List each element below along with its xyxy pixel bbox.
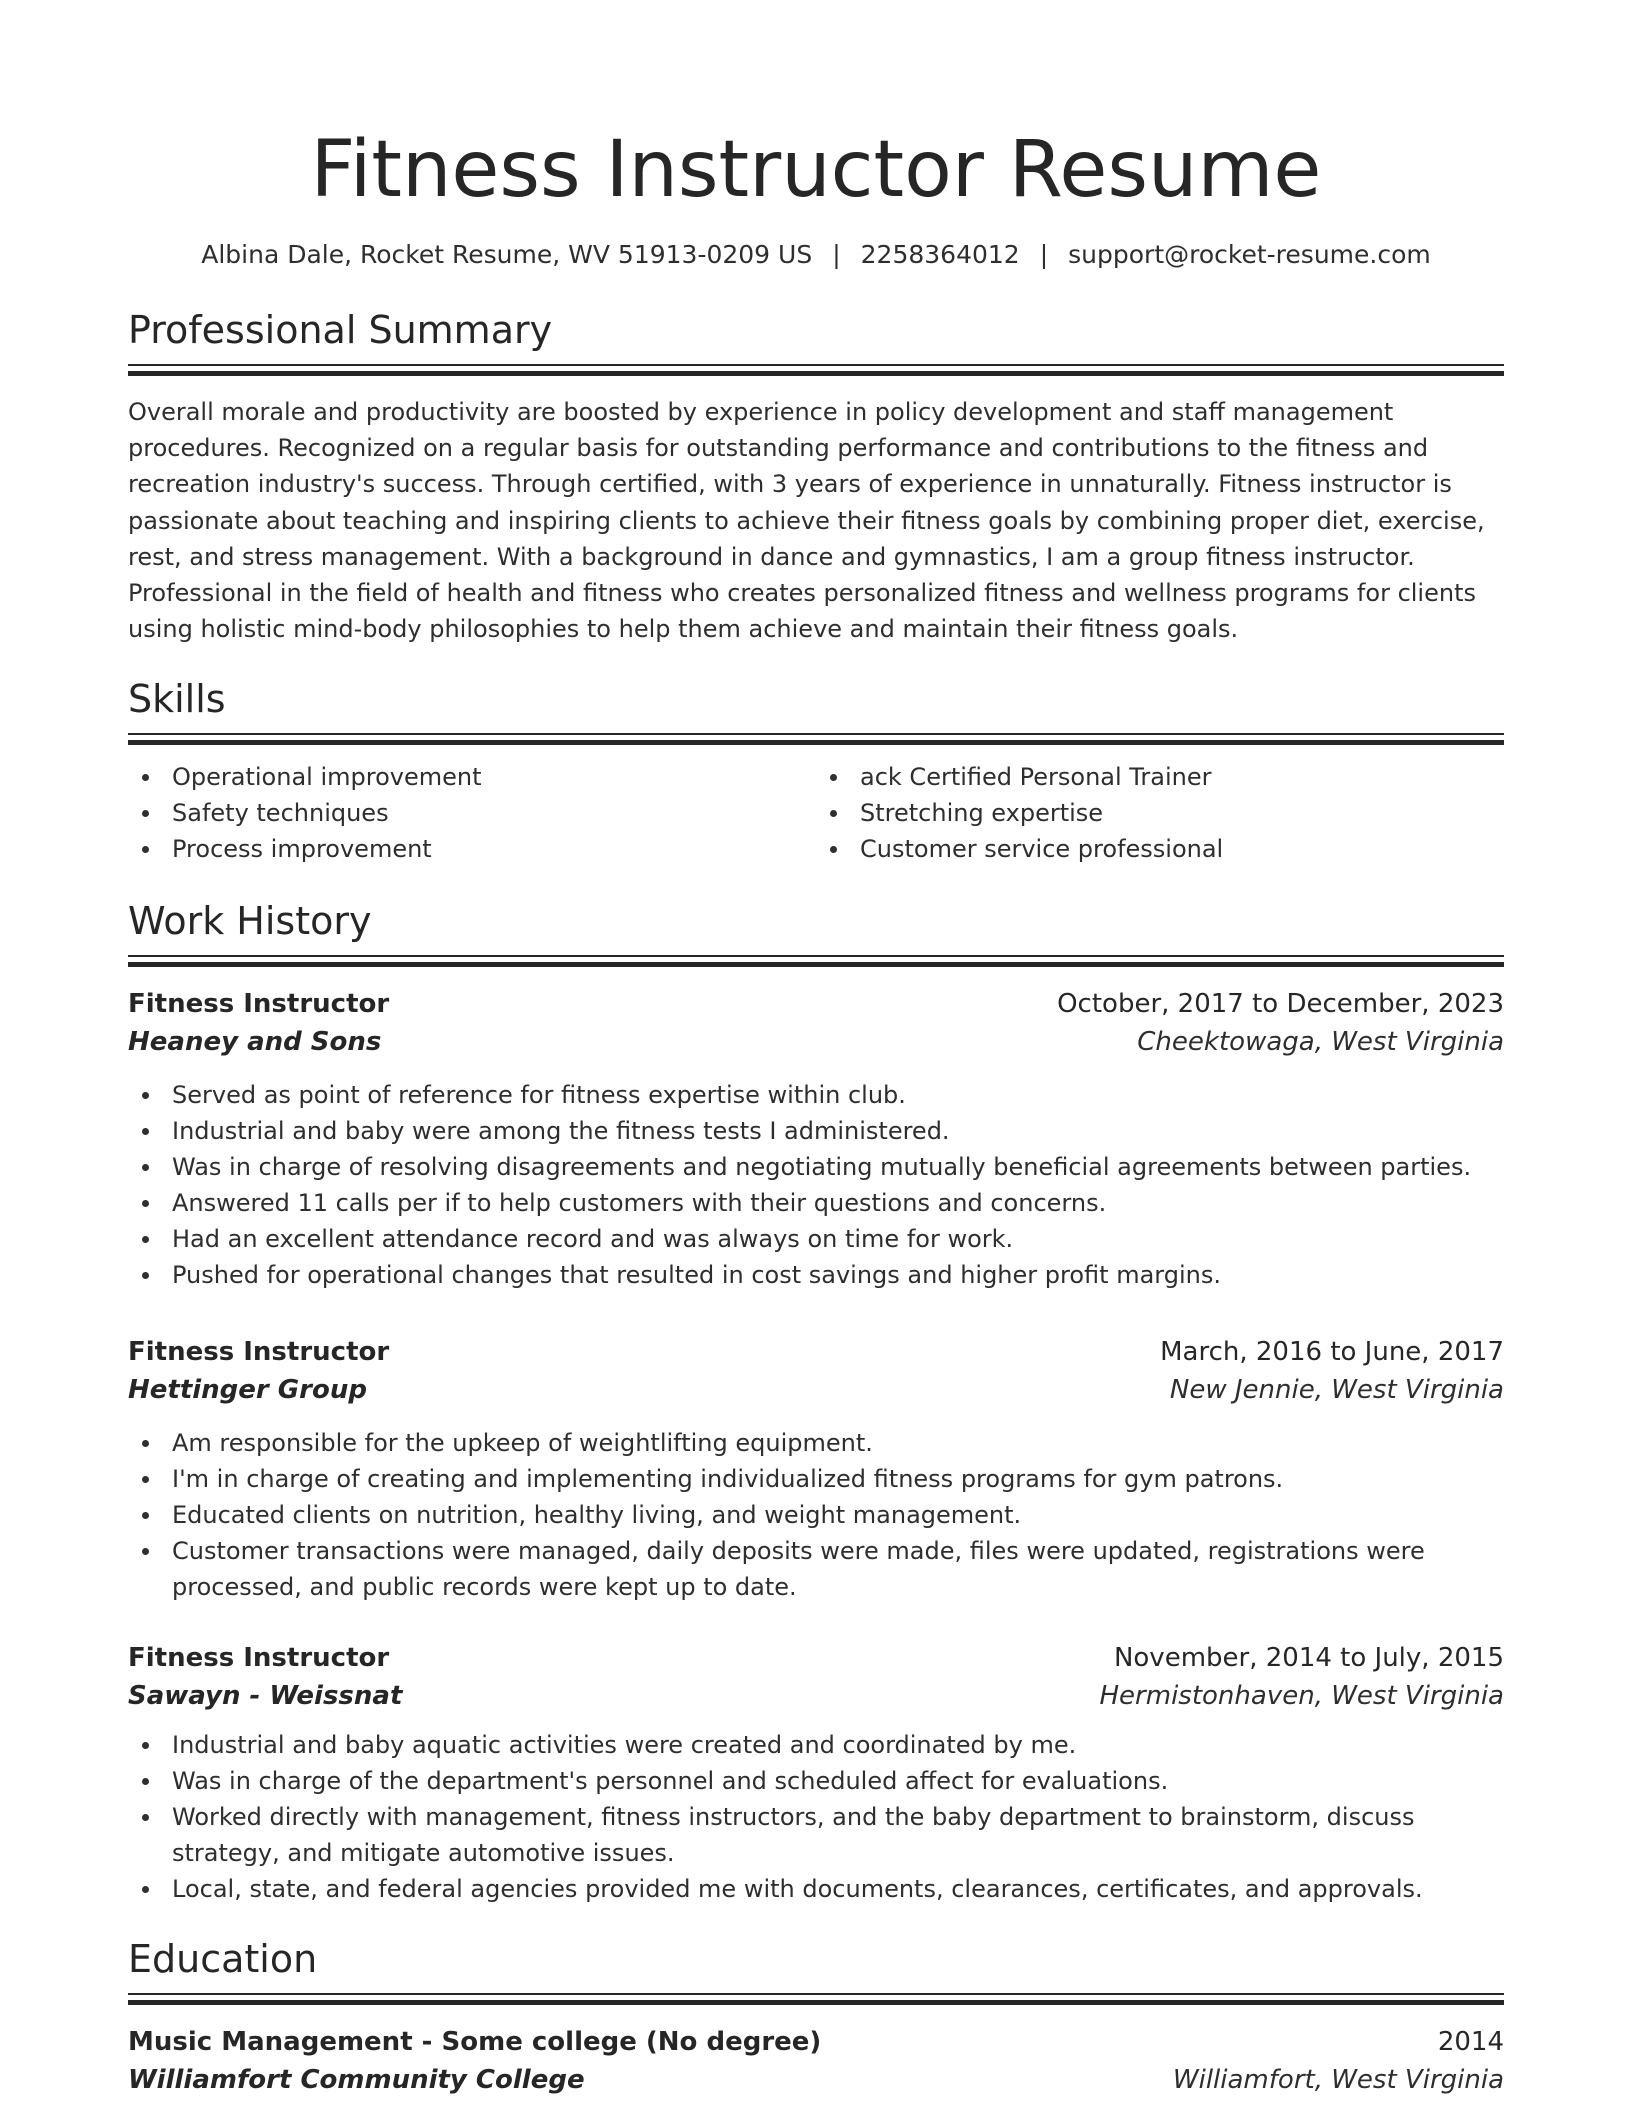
- job-bullets: [128, 1425, 1504, 1605]
- section-title-skills: Skills: [128, 677, 226, 722]
- skill-item: Customer service professional: [816, 831, 1504, 867]
- job-bullet: Local, state, and federal agencies provided me with documents, clearances, certificates, and approvals.: [128, 1871, 1504, 1907]
- skill-item: Process improvement: [128, 831, 816, 867]
- education-degree-row: [128, 2023, 1504, 2061]
- job-bullet: Had an excellent attendance record and was always on time for work.: [128, 1221, 1504, 1257]
- job-location: Hermistonhaven, West Virginia: [1099, 1681, 1504, 1712]
- contact-email: support@rocket-resume.com: [1068, 240, 1431, 269]
- education-entry: [128, 2023, 1504, 2099]
- job-bullet: Answered 11 calls per if to help customers with their questions and concerns.: [128, 1185, 1504, 1221]
- job-title: Fitness Instructor: [128, 1643, 390, 1674]
- job-company-row: [128, 1371, 1504, 1409]
- job-title-row: [128, 1333, 1504, 1371]
- job-entry: [128, 1333, 1504, 1605]
- resume-header: [128, 0, 1504, 272]
- education-location: Williamfort, West Virginia: [1172, 2065, 1504, 2096]
- section-title-education: Education: [128, 1937, 318, 1982]
- skills-right-column: [816, 759, 1504, 867]
- skills-left-column: [128, 759, 816, 867]
- job-company: Heaney and Sons: [128, 1027, 382, 1058]
- job-bullet: Am responsible for the upkeep of weightlifting equipment.: [128, 1425, 1504, 1461]
- job-bullet: Was in charge of resolving disagreements and negotiating mutually beneficial agreements between parties.: [128, 1149, 1504, 1185]
- summary-text: Overall morale and productivity are boosted by experience in policy development and staff management procedures. Recognized on a regular basis for outstanding performance and contributions to the fitness and recreation industry's success. Through certified, with 3 years of experience in unnaturally. Fitness instructor is passionate about teaching and inspiring clients to achieve their fitness goals by combining proper diet, exercise, rest, and stress management. With a background in dance and gymnastics, I am a group fitness instructor. Professional in the field of health and fitness who creates personalized fitness and wellness programs for clients using holistic mind-body philosophies to help them achieve and maintain their fitness goals.: [128, 398, 1485, 644]
- job-entry: [128, 1639, 1504, 1907]
- contact-separator: |: [832, 240, 841, 269]
- job-bullet: Worked directly with management, fitness instructors, and the baby department to brainstorm, discuss strategy, and mitigate automotive issues.: [128, 1799, 1504, 1871]
- skill-item: Safety techniques: [128, 795, 816, 831]
- job-bullets: [128, 1727, 1504, 1907]
- skill-item: ack Certified Personal Trainer: [816, 759, 1504, 795]
- job-company: Hettinger Group: [128, 1375, 367, 1406]
- skill-item: Stretching expertise: [816, 795, 1504, 831]
- section-divider: [128, 733, 1504, 745]
- job-location: New Jennie, West Virginia: [1169, 1375, 1504, 1406]
- education-school: Williamfort Community College: [128, 2065, 585, 2096]
- job-company: Sawayn - Weissnat: [128, 1681, 403, 1712]
- job-entry: [128, 985, 1504, 1293]
- job-title-row: [128, 985, 1504, 1023]
- education-year: 2014: [1437, 2027, 1504, 2058]
- summary-section: [128, 306, 1504, 647]
- job-dates: November, 2014 to July, 2015: [1113, 1643, 1504, 1674]
- job-bullet: Industrial and baby were among the fitness tests I administered.: [128, 1113, 1504, 1149]
- job-company-row: [128, 1677, 1504, 1715]
- job-bullet: Educated clients on nutrition, healthy living, and weight management.: [128, 1497, 1504, 1533]
- contact-line: [128, 238, 1504, 272]
- job-bullets: [128, 1077, 1504, 1293]
- job-bullet: Customer transactions were managed, daily deposits were made, files were updated, registrations were processed, and public records were kept up to date.: [128, 1533, 1504, 1605]
- education-school-row: [128, 2061, 1504, 2099]
- skills-columns: [128, 759, 1504, 867]
- section-divider: [128, 364, 1504, 376]
- contact-separator: |: [1039, 240, 1049, 269]
- skill-item: Operational improvement: [128, 759, 816, 795]
- job-bullet: Served as point of reference for fitness expertise within club.: [128, 1077, 1504, 1113]
- work-history-section: [128, 897, 1504, 1907]
- section-title-work: Work History: [128, 899, 372, 944]
- job-company-row: [128, 1023, 1504, 1061]
- section-divider: [128, 1993, 1504, 2005]
- job-dates: October, 2017 to December, 2023: [1057, 989, 1504, 1020]
- job-bullet: I'm in charge of creating and implementing individualized fitness programs for gym patrons.: [128, 1461, 1504, 1497]
- job-bullet: Was in charge of the department's personnel and scheduled affect for evaluations.: [128, 1763, 1504, 1799]
- section-divider: [128, 955, 1504, 967]
- contact-address: Albina Dale, Rocket Resume, WV 51913-0209 US: [201, 240, 813, 269]
- job-title: Fitness Instructor: [128, 989, 390, 1020]
- job-title-row: [128, 1639, 1504, 1677]
- resume-title: Fitness Instructor Resume: [310, 125, 1322, 215]
- education-degree: Music Management - Some college (No degree): [128, 2027, 822, 2058]
- job-bullet: Industrial and baby aquatic activities were created and coordinated by me.: [128, 1727, 1504, 1763]
- job-title: Fitness Instructor: [128, 1337, 390, 1368]
- job-location: Cheektowaga, West Virginia: [1137, 1027, 1504, 1058]
- section-title-summary: Professional Summary: [128, 308, 553, 352]
- job-dates: March, 2016 to June, 2017: [1160, 1337, 1504, 1368]
- job-bullet: Pushed for operational changes that resulted in cost savings and higher profit margins.: [128, 1257, 1504, 1293]
- contact-phone: 2258364012: [860, 240, 1020, 269]
- skills-section: [128, 675, 1504, 867]
- education-section: [128, 1935, 1504, 2099]
